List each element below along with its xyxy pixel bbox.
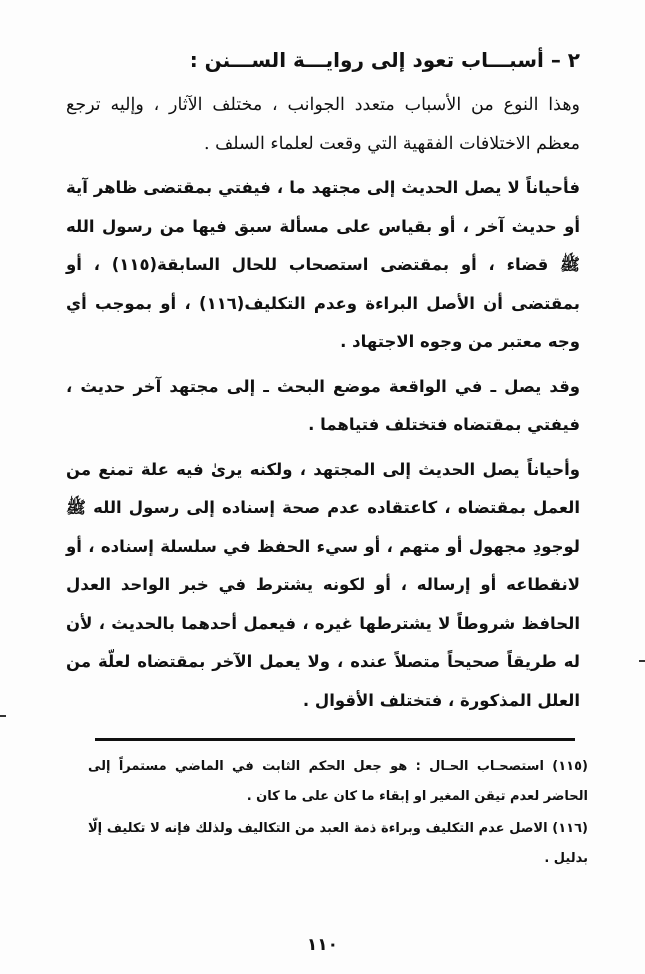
main-text [66,42,580,726]
paragraph-2: فأحياناً لا يصل الحديث إلى مجتهد ما ، فيفتي بمقتضى ظاهر آية أو حديث آخر ، أو بقياس على مسألة سبق فيها من رسول الله ﷺ قضاء ، أو بمقتضى استصحاب للحال السابقة(١١٥) ، أو بمقتضى أن الأصل البراءة وعدم التكليف(١١٦) ، أو بموجب أي وجه معتبر من وجوه الاجتهاد . [66,178,581,351]
scan-edge-mark [639,660,645,662]
footnote-116: (١١٦) الاصل عدم التكليف وبراءة ذمة العبد من التكاليف ولذلك فإنه لا تكليف إلّا بدليل . [88,821,588,866]
paragraph-3: وقد يصل ـ في الواقعة موضع البحث ـ إلى مجتهد آخر حديث ، فيفتي بمقتضاه فتختلف فتياهما . [66,376,580,434]
footnote-115: (١١٥) استصحـاب الحـال : هو جعل الحكم الثابت في الماضي مستمراً إلى الحاضر لعدم تيقن المغير او إبقاء ما كان على ما كان . [88,759,588,804]
page-number: ١١٠ [306,935,339,955]
footnote-divider [95,738,575,741]
section-heading: ٢ – أسبـــاب تعود إلى روايـــة الســـنن : [189,48,580,72]
paragraph-1: وهذا النوع من الأسباب متعدد الجوانب ، مختلف الآثار ، وإليه ترجع معظم الاختلافات الفقهية التي وقعت لعلماء السلف . [66,95,580,154]
scan-edge-mark [0,715,6,717]
footnotes [88,752,588,876]
paragraph-4: وأحياناً يصل الحديث إلى المجتهد ، ولكنه يرىٰ فيه علة تمنع من العمل بمقتضاه ، كاعتقاده عدم صحة إسناده إلى رسول الله ﷺ لوجودِ مجهول أو متهم ، أو سيء الحفظ في سلسلة إسناده ، أو لانقطاعه أو إرساله ، أو لكونه يشترط في خبر الواحد العدل الحافظ شروطاً لا يشترطها غيره ، فيعمل أحدهما بالحديث ، لأن له طريقاً صحيحاً متصلاً عنده ، ولا يعمل الآخر بمقتضاه لعلّة من العلل المذكورة ، فتختلف الأقوال . [66,459,580,710]
